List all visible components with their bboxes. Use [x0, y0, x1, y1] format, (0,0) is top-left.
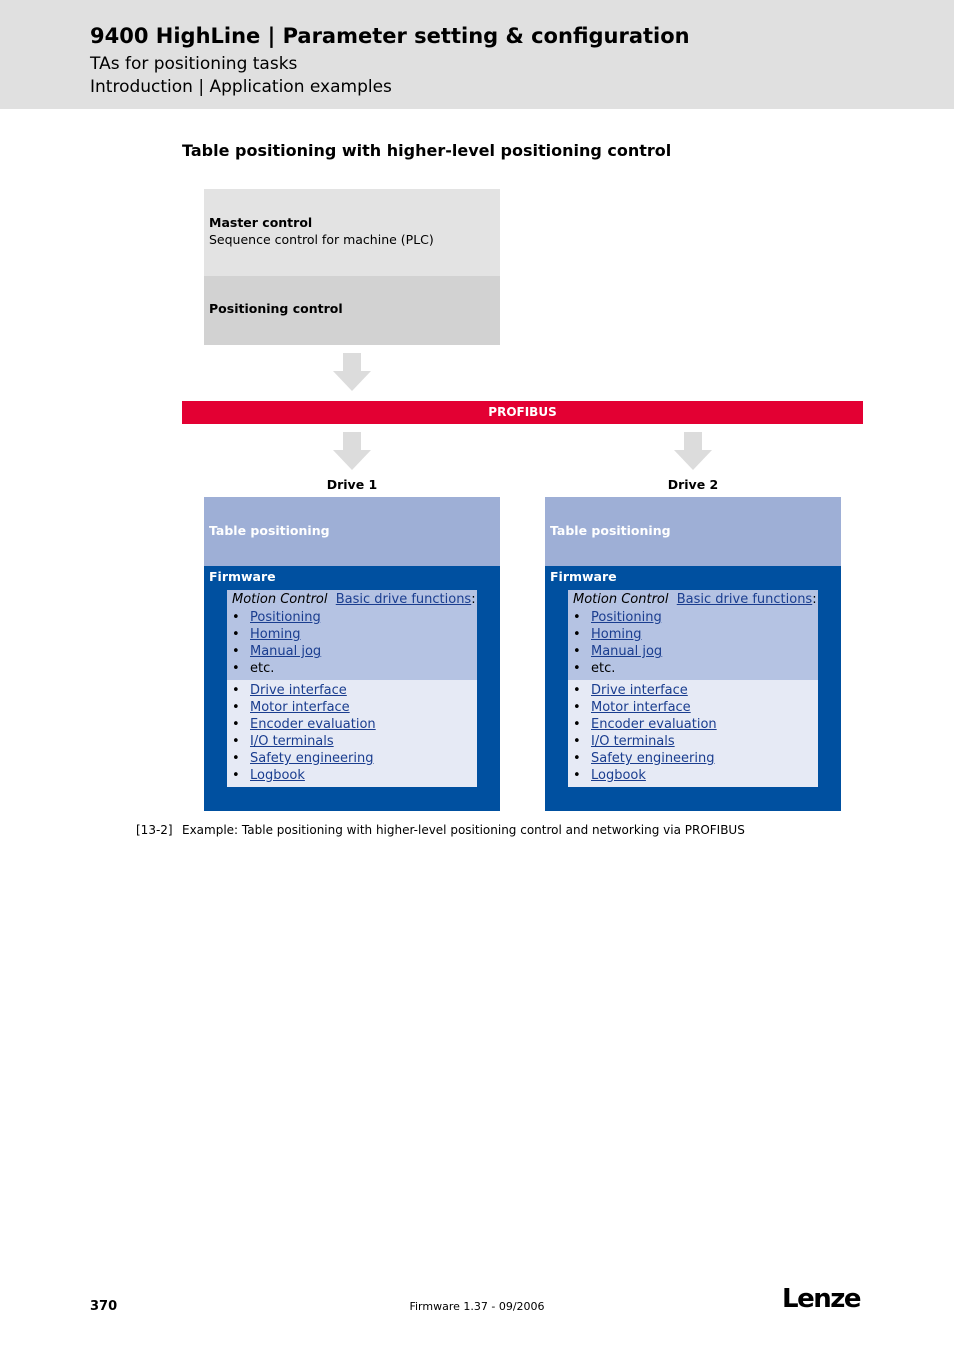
page-header	[0, 0, 954, 109]
drive-1-label: Drive 1	[326, 477, 378, 492]
function-list	[573, 609, 662, 677]
list-item: • Positioning	[232, 610, 321, 625]
positioning-control-label: Positioning control	[209, 301, 343, 316]
manual-jog-link[interactable]: Manual jog	[591, 644, 663, 659]
motion-control-label: Motion Control	[232, 592, 328, 607]
list-item: • Safety engineering	[232, 751, 374, 766]
logbook-link[interactable]: Logbook	[591, 768, 646, 783]
positioning-link[interactable]: Positioning	[591, 610, 662, 625]
io-terminals-link[interactable]: I/O terminals	[591, 734, 675, 749]
master-control-label: Master control	[209, 215, 313, 230]
table-positioning-block	[545, 497, 841, 566]
down-arrow-icon	[333, 353, 371, 391]
list-item: • Motor interface	[573, 700, 691, 715]
figure-caption-text: Example: Table positioning with higher-level positioning control and networking via PROFIBUS	[182, 823, 745, 837]
list-item: • Manual jog	[232, 644, 322, 659]
document-title: 9400 HighLine | Parameter setting & configuration	[90, 24, 690, 48]
list-item: • Encoder evaluation	[232, 717, 376, 732]
list-item: • Homing	[573, 627, 642, 642]
firmware-label: Firmware	[550, 569, 617, 584]
positioning-link[interactable]: Positioning	[250, 610, 321, 625]
homing-link[interactable]: Homing	[250, 627, 301, 642]
page-number: 370	[90, 1299, 118, 1314]
document-breadcrumb: Introduction | Application examples	[90, 77, 392, 97]
interface-list	[573, 682, 717, 784]
manual-jog-link[interactable]: Manual jog	[250, 644, 322, 659]
figure-caption	[136, 823, 745, 837]
table-positioning-label: Table positioning	[209, 523, 330, 538]
etc-text: etc.	[250, 661, 275, 676]
list-item: • etc.	[232, 661, 275, 676]
interfaces-panel	[568, 680, 818, 787]
firmware-version: Firmware 1.37 - 09/2006	[409, 1300, 545, 1313]
drive-interface-link[interactable]: Drive interface	[591, 683, 688, 698]
basic-drive-functions-link[interactable]: Basic drive functions	[676, 592, 813, 607]
list-item: • Homing	[232, 627, 301, 642]
list-item: • etc.	[573, 661, 616, 676]
logbook-link[interactable]: Logbook	[250, 768, 305, 783]
interface-list	[232, 682, 376, 784]
list-item: • Logbook	[573, 768, 646, 783]
list-item: • Positioning	[573, 610, 662, 625]
master-control-box	[204, 189, 500, 276]
etc-text: etc.	[591, 661, 616, 676]
safety-engineering-link[interactable]: Safety engineering	[250, 751, 374, 766]
section-title: Table positioning with higher-level positioning control	[182, 141, 672, 160]
drive-interface-link[interactable]: Drive interface	[250, 683, 347, 698]
list-item: • Safety engineering	[573, 751, 715, 766]
lenze-logo: Lenze	[782, 1284, 860, 1314]
motor-interface-link[interactable]: Motor interface	[250, 700, 350, 715]
down-arrow-icon	[674, 432, 712, 470]
list-item: • I/O terminals	[573, 734, 675, 749]
list-item: • Motor interface	[232, 700, 350, 715]
list-item: • Manual jog	[573, 644, 663, 659]
motion-control-heading: Motion Control Basic drive functions:	[232, 592, 476, 607]
drive-1-box	[204, 497, 500, 811]
list-item: • Logbook	[232, 768, 305, 783]
list-item: • Encoder evaluation	[573, 717, 717, 732]
motor-interface-link[interactable]: Motor interface	[591, 700, 691, 715]
firmware-label: Firmware	[209, 569, 276, 584]
document-subtitle: TAs for positioning tasks	[90, 54, 298, 74]
down-arrow-icon	[333, 432, 371, 470]
safety-engineering-link[interactable]: Safety engineering	[591, 751, 715, 766]
io-terminals-link[interactable]: I/O terminals	[250, 734, 334, 749]
master-control-desc: Sequence control for machine (PLC)	[209, 232, 434, 247]
figure-number: [13-2]	[136, 823, 173, 837]
motion-control-label: Motion Control	[573, 592, 669, 607]
homing-link[interactable]: Homing	[591, 627, 642, 642]
motion-control-heading: Motion Control Basic drive functions:	[573, 592, 817, 607]
positioning-control-box	[204, 276, 500, 345]
table-positioning-block	[204, 497, 500, 566]
list-item: • Drive interface	[232, 683, 347, 698]
profibus-bar: PROFIBUS	[182, 401, 863, 424]
function-list	[232, 609, 321, 677]
firmware-block	[545, 566, 841, 811]
encoder-evaluation-link[interactable]: Encoder evaluation	[250, 717, 376, 732]
table-positioning-label: Table positioning	[550, 523, 671, 538]
drive-2-label: Drive 2	[667, 477, 719, 492]
encoder-evaluation-link[interactable]: Encoder evaluation	[591, 717, 717, 732]
list-item: • Drive interface	[573, 683, 688, 698]
motion-control-panel	[568, 590, 818, 680]
basic-drive-functions-link[interactable]: Basic drive functions	[335, 592, 472, 607]
drive-2-box	[545, 497, 841, 811]
firmware-block	[204, 566, 500, 811]
list-item: • I/O terminals	[232, 734, 334, 749]
motion-control-panel	[227, 590, 477, 680]
interfaces-panel	[227, 680, 477, 787]
